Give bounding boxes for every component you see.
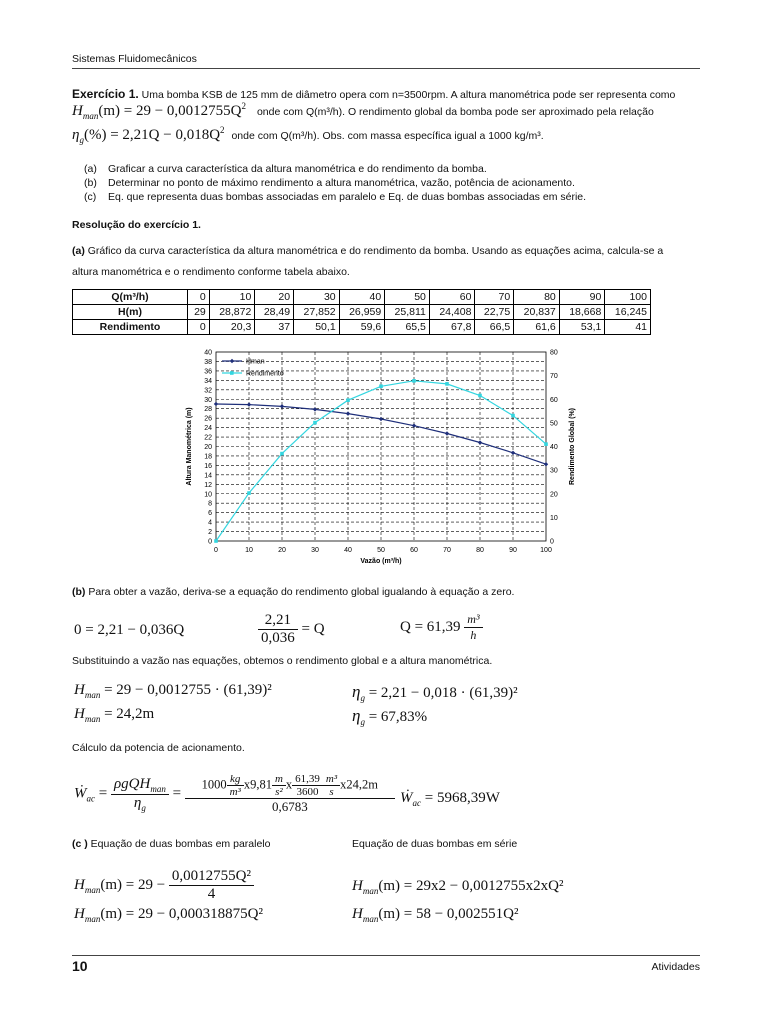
y-tick-label: 0	[208, 538, 212, 546]
data-point	[544, 442, 548, 446]
y2-tick-label: 80	[550, 349, 558, 357]
part-b-tag: (b)	[72, 586, 86, 598]
eq-eta-body: (%) = 2,21Q − 0,018Q	[83, 127, 221, 143]
table-cell: 22,75	[475, 305, 514, 320]
table-cell: 37	[255, 320, 294, 335]
part-c-tag: (c )	[72, 838, 88, 850]
eq-h-sub: man	[82, 111, 99, 121]
x-tick-label: 100	[540, 547, 552, 554]
eq-q-num: 2,21	[258, 612, 298, 630]
x-tick-label: 70	[443, 547, 451, 554]
data-point	[313, 407, 317, 411]
running-header: Sistemas Fluidomecânicos	[72, 53, 197, 65]
table-cell: 18,668	[559, 305, 605, 320]
eq-power-result: Ẇ$_{ac}$ = 5968,39W	[400, 790, 500, 808]
data-point	[412, 379, 416, 383]
x-tick-label: 40	[344, 547, 352, 554]
table-cell: 0	[188, 290, 210, 305]
part-b-text	[72, 586, 514, 598]
data-point	[445, 431, 449, 435]
data-point	[247, 402, 251, 406]
eq-q-unit-num: m³	[467, 612, 480, 626]
power-text: Cálculo da potencia de acionamento.	[72, 742, 245, 754]
table-cell: 25,811	[385, 305, 430, 320]
data-point	[379, 417, 383, 421]
resolution-heading: Resolução do exercício 1.	[72, 219, 201, 231]
x-tick-label: 0	[214, 547, 218, 554]
y2-tick-label: 60	[550, 396, 558, 404]
eq-h-after: onde com Q(m³/h). O rendimento global da bomba pode ser aproximado pela relação	[256, 106, 654, 118]
eq-parallel-2: $H_{man}(m) = 29 - 0,000318875Q^2$	[74, 906, 263, 924]
table-cell: 60	[429, 290, 475, 305]
part-a-tag: (a)	[72, 245, 85, 257]
y2-tick-label: 30	[550, 467, 558, 475]
table-cell: 50,1	[294, 320, 340, 335]
y-tick-label: 14	[204, 472, 212, 480]
x-tick-label: 90	[509, 547, 517, 554]
y-tick-label: 40	[204, 349, 212, 357]
y2-tick-label: 40	[550, 444, 558, 451]
data-point	[511, 451, 515, 455]
equation-hman-line	[72, 101, 654, 121]
data-point	[313, 421, 317, 425]
eq-q-value	[400, 612, 483, 643]
exercise-heading: Exercício 1.	[72, 87, 139, 101]
footer-rule	[72, 955, 700, 956]
eq-series-2: $H_{man}(m) = 58 - 0,002551Q^2$	[352, 906, 519, 924]
header-rule	[72, 68, 700, 69]
eq-eta-substituted: $\eta_g = 2,21 - 0,018 \cdot (61,39)^2$	[352, 682, 518, 703]
y-tick-label: 2	[208, 529, 212, 537]
table-row-label: Q(m³/h)	[73, 290, 188, 305]
table-cell: 100	[605, 290, 651, 305]
y2-tick-label: 20	[550, 491, 558, 499]
table-cell: 30	[294, 290, 340, 305]
eq-h-symbol: H	[72, 103, 83, 119]
y-tick-label: 30	[204, 396, 212, 404]
data-point	[280, 404, 284, 408]
table-cell: 28,872	[209, 305, 255, 320]
table-cell: 53,1	[559, 320, 605, 335]
footer-section: Atividades	[651, 961, 700, 973]
data-point	[412, 423, 416, 427]
part-a-sentence: Gráfico da curva característica da altura manométrica e do rendimento da bomba. Usando as equações acima, calcula-se a	[87, 245, 664, 257]
y-tick-label: 22	[204, 434, 212, 442]
data-point	[478, 394, 482, 398]
y-axis-label: Altura Manométrica (m)	[186, 407, 193, 486]
eq-q-unit-den: h	[464, 627, 482, 643]
y-tick-label: 24	[204, 425, 212, 433]
equation-eta-line	[72, 125, 544, 145]
y-tick-label: 28	[204, 406, 212, 414]
y-tick-label: 16	[204, 462, 212, 470]
y-tick-label: 12	[204, 481, 212, 489]
table-row	[73, 320, 651, 335]
legend-label: Rendimento	[246, 370, 284, 378]
table-cell: 41	[605, 320, 651, 335]
table-cell: 27,852	[294, 305, 340, 320]
y2-tick-label: 10	[550, 514, 558, 522]
table-row	[73, 290, 651, 305]
y-tick-label: 18	[204, 453, 212, 461]
table-cell: 28,49	[255, 305, 294, 320]
x-tick-label: 30	[311, 547, 319, 554]
data-point	[247, 491, 251, 495]
table-cell: 40	[339, 290, 385, 305]
data-point	[544, 462, 548, 466]
table-cell: 29	[188, 305, 210, 320]
legend-marker	[230, 371, 234, 375]
part-c-series-text: Equação de duas bombas em série	[352, 838, 518, 850]
eq-eta-sub: g	[79, 135, 84, 145]
data-point	[214, 539, 218, 543]
x-tick-label: 20	[278, 547, 286, 554]
y-tick-label: 4	[208, 519, 212, 527]
eq-parallel-1: $H_{man}(m) = 29$ − $\frac{\text{0,0012755Q²}}{4}$	[74, 868, 254, 903]
data-point	[346, 398, 350, 402]
y-tick-label: 20	[204, 444, 212, 451]
eq-series-1: $H_{man}(m) = 29x2 - 0,0012755x2xQ^2$	[352, 878, 564, 896]
data-point	[214, 402, 218, 406]
y-tick-label: 38	[204, 358, 212, 366]
y-tick-label: 26	[204, 415, 212, 423]
y-tick-label: 32	[204, 387, 212, 395]
legend-label: Hman	[246, 358, 265, 366]
eq-h-body: (m) = 29 − 0,0012755Q	[98, 103, 242, 119]
eq-q-fraction	[258, 612, 325, 647]
data-point	[478, 440, 482, 444]
table-row-label: Rendimento	[73, 320, 188, 335]
data-point	[379, 384, 383, 388]
eq-eta-result: $\eta_g = 67,83\%$	[352, 706, 428, 727]
table-cell: 65,5	[385, 320, 430, 335]
table-cell: 70	[475, 290, 514, 305]
legend-marker	[230, 359, 234, 363]
table-cell: 59,6	[339, 320, 385, 335]
eq-h-sup: 2	[241, 101, 247, 111]
x-tick-label: 80	[476, 547, 484, 554]
table-cell: 80	[514, 290, 560, 305]
data-table	[72, 289, 651, 335]
eq-q-lhs: Q = 61,39	[400, 618, 461, 635]
eq-h-substituted: $H_{man} = 29 - 0,0012755 \cdot (61,39)^2$	[74, 682, 272, 700]
table-cell: 20,837	[514, 305, 560, 320]
x-tick-label: 60	[410, 547, 418, 554]
x-tick-label: 10	[245, 547, 253, 554]
eq-eta-after: onde com Q(m³/h). Obs. com massa específica igual a 1000 kg/m³.	[231, 130, 544, 142]
data-point	[346, 411, 350, 415]
table-cell: 61,6	[514, 320, 560, 335]
characteristic-chart	[176, 344, 596, 574]
table-cell: 0	[188, 320, 210, 335]
table-cell: 26,959	[339, 305, 385, 320]
table-row-label: H(m)	[73, 305, 188, 320]
table-cell: 50	[385, 290, 430, 305]
table-cell: 66,5	[475, 320, 514, 335]
y2-tick-label: 50	[550, 420, 558, 428]
exercise-intro: Uma bomba KSB de 125 mm de diâmetro opera com n=3500rpm. A altura manométrica pode ser representa como	[141, 89, 676, 101]
eq-q-rhs: = Q	[301, 620, 325, 637]
table-cell: 24,408	[429, 305, 475, 320]
list-item: (a) Graficar a curva característica da altura manométrica e do rendimento da bomba.	[84, 163, 487, 175]
table-cell: 16,245	[605, 305, 651, 320]
eq-h-result: $H_{man} = 24,2m$	[74, 706, 155, 724]
table-cell: 10	[209, 290, 255, 305]
list-item: (b) Determinar no ponto de máximo rendimento a altura manométrica, vazão, potência de acionamento.	[84, 177, 575, 189]
eq-q-den: 0,036	[261, 630, 295, 646]
y2-axis-label: Rendimento Global (%)	[569, 408, 576, 485]
table-cell: 20	[255, 290, 294, 305]
table-cell: 20,3	[209, 320, 255, 335]
part-b-sentence: Para obter a vazão, deriva-se a equação do rendimento global igualando à equação a zero.	[88, 586, 515, 598]
y-tick-label: 36	[204, 368, 212, 376]
table-cell: 67,8	[429, 320, 475, 335]
eq-eta-sup: 2	[220, 125, 225, 135]
data-point	[511, 414, 515, 418]
x-tick-label: 50	[377, 547, 385, 554]
data-point	[280, 452, 284, 456]
part-c-parallel-text	[72, 838, 270, 850]
x-axis-label: Vazão (m³/h)	[360, 558, 402, 565]
substitution-text: Substituindo a vazão nas equações, obtemos o rendimento global e a altura manométrica.	[72, 655, 493, 667]
eq-derivative: 0 = 2,21 − 0,036Q	[74, 622, 185, 638]
y-tick-label: 10	[204, 491, 212, 499]
w-symbol: Ẇ	[74, 785, 87, 802]
table-cell: 90	[559, 290, 605, 305]
data-point	[445, 382, 449, 386]
page-number: 10	[72, 958, 88, 974]
part-a-text-1	[72, 245, 700, 257]
table-row	[73, 305, 651, 320]
y-tick-label: 6	[208, 510, 212, 518]
y2-tick-label: 0	[550, 538, 554, 546]
eq-eta-symbol: η	[72, 127, 80, 143]
y-tick-label: 34	[204, 377, 212, 385]
y-tick-label: 8	[208, 500, 212, 508]
list-item: (c) Eq. que representa duas bombas associadas em paralelo e Eq. de duas bombas associadas em série.	[84, 191, 587, 203]
y2-tick-label: 70	[550, 373, 558, 381]
part-c-parallel-label: Equação de duas bombas em paralelo	[90, 838, 271, 850]
eq-power: Ẇ$_{ac}$ = $\frac{\rho gQH_{man}}{\eta_g}$ = 1000 $\frac{kg}{\text{m³}}$ x9,81 $\frac{m}{\text{s²}}$ x $\frac{61,39}{3600}$ $\frac{\text{m³}}{s}$ x24,2m 0,6783	[74, 773, 395, 815]
part-a-text-2: altura manométrica e o rendimento conforme tabela abaixo.	[72, 266, 350, 278]
